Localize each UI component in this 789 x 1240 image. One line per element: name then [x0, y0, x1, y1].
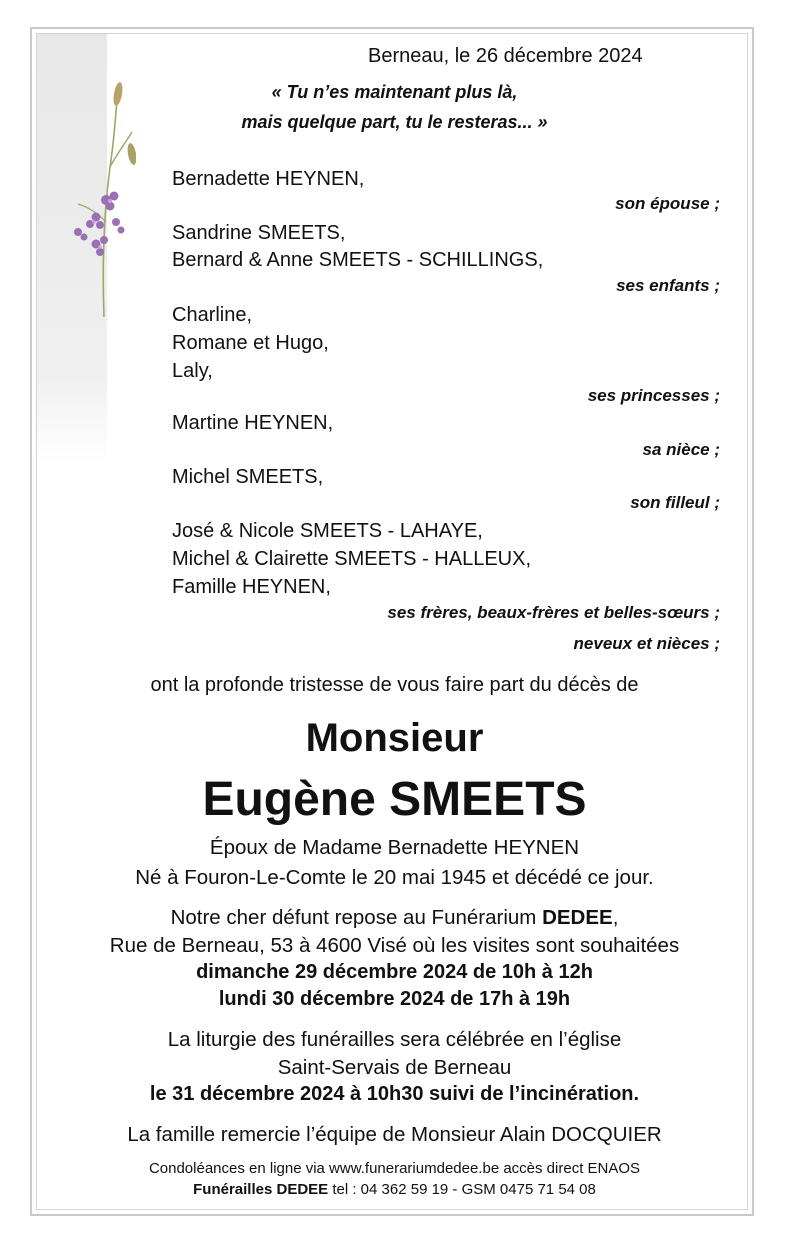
- family-grandchild-1: Charline,: [172, 304, 253, 326]
- date-line: Berneau, le 26 décembre 2024: [368, 45, 643, 67]
- funeral-line-1: La liturgie des funérailles sera célébrée en l’église: [167, 1028, 622, 1051]
- visitation-line-1: [0, 906, 789, 930]
- family-grandchild-2: Romane et Hugo,: [172, 332, 329, 354]
- announcement-intro: ont la profonde tristesse de vous faire part du décès de: [150, 674, 639, 696]
- relation-godson: son filleul ;: [630, 493, 720, 512]
- flower-illustration-icon: [66, 72, 136, 322]
- relation-niece: sa nièce ;: [642, 440, 720, 459]
- visitation-slot-1: dimanche 29 décembre 2024 de 10h à 12h: [196, 961, 593, 983]
- visitation-line-1-prefix: Notre cher défunt repose au Funérarium: [170, 906, 543, 929]
- family-sibling-3: Famille HEYNEN,: [172, 576, 331, 598]
- contact-phones: tel : 04 362 59 19 - GSM 0475 71 54 08: [328, 1181, 596, 1198]
- family-grandchild-3: Laly,: [172, 360, 213, 382]
- quote-line-2: mais quelque part, tu le resteras... »: [241, 112, 548, 132]
- deceased-name: Eugène SMEETS: [202, 773, 587, 826]
- deceased-title: Monsieur: [305, 716, 484, 760]
- quote-line-1: « Tu n’es maintenant plus là,: [271, 82, 518, 102]
- family-sibling-2: Michel & Clairette SMEETS - HALLEUX,: [172, 548, 531, 570]
- family-niece: Martine HEYNEN,: [172, 412, 334, 434]
- visitation-address: Rue de Berneau, 53 à 4600 Visé où les visites sont souhaitées: [109, 934, 680, 957]
- family-child-1: Sandrine SMEETS,: [172, 222, 346, 244]
- relation-grandchildren: ses princesses ;: [587, 386, 720, 405]
- condolences-line: Condoléances en ligne via www.funerariumdedee.be accès direct ENAOS: [148, 1160, 641, 1177]
- company-name: Funérailles DEDEE: [193, 1181, 329, 1198]
- family-sibling-1: José & Nicole SMEETS - LAHAYE,: [172, 520, 483, 542]
- relation-children: ses enfants ;: [616, 276, 720, 295]
- contact-line: [0, 1181, 789, 1198]
- birth-death-line: Né à Fouron-Le-Comte le 20 mai 1945 et décédé ce jour.: [135, 866, 654, 889]
- funeral-line-2: Saint-Servais de Berneau: [277, 1056, 512, 1079]
- funeral-home-name: DEDEE: [542, 906, 613, 929]
- relation-spouse: son épouse ;: [615, 194, 720, 213]
- thanks-line: La famille remercie l’équipe de Monsieur Alain DOCQUIER: [127, 1123, 662, 1146]
- relation-siblings: ses frères, beaux-frères et belles-sœurs ;: [387, 603, 720, 622]
- family-godson: Michel SMEETS,: [172, 466, 324, 488]
- funeral-line-3: le 31 décembre 2024 à 10h30 suivi de l’incinération.: [149, 1083, 640, 1105]
- relation-nephews: neveux et nièces ;: [573, 634, 720, 653]
- family-spouse: Bernadette HEYNEN,: [172, 168, 365, 190]
- spouse-line: Époux de Madame Bernadette HEYNEN: [209, 836, 580, 859]
- visitation-line-1-suffix: ,: [612, 906, 619, 929]
- visitation-slot-2: lundi 30 décembre 2024 de 17h à 19h: [218, 988, 571, 1010]
- family-child-2: Bernard & Anne SMEETS - SCHILLINGS,: [172, 249, 544, 271]
